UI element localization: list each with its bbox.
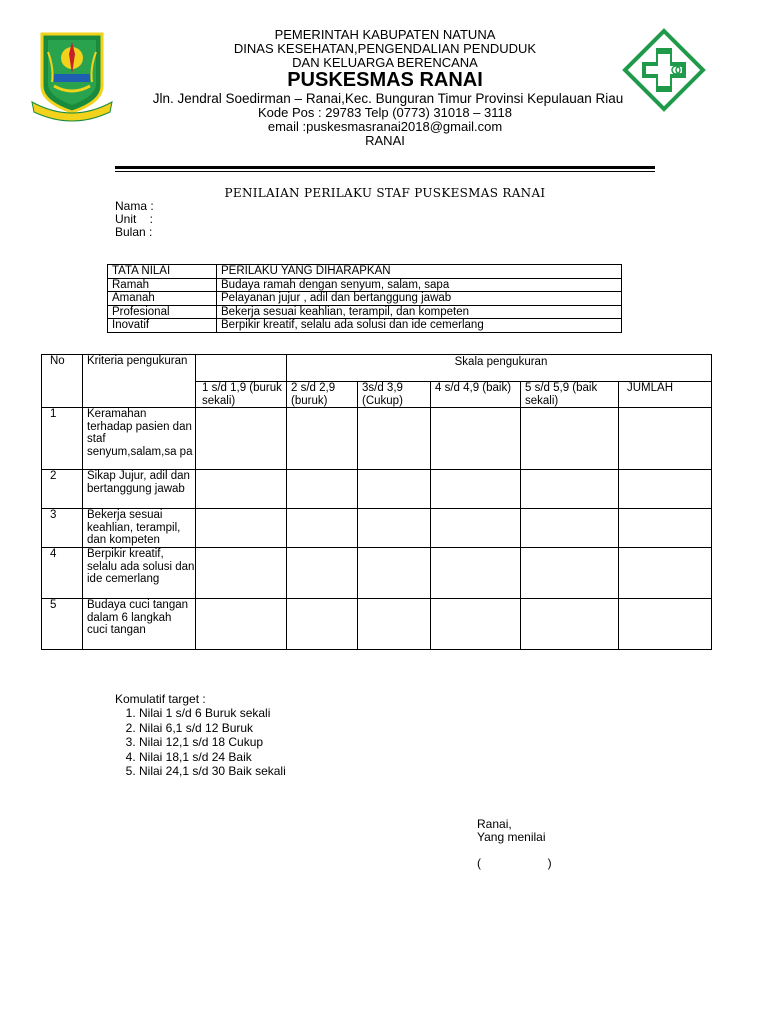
list-item: 2. Nilai 6,1 s/d 12 Buruk (139, 721, 286, 736)
jumlah-cell[interactable] (619, 470, 712, 509)
scale-label: 1 s/d 1,9 (buruk sekali) (196, 382, 287, 408)
table-row (42, 509, 712, 548)
row-number: 2 (42, 470, 83, 509)
signature-role: Yang menilai (477, 830, 546, 844)
blank-header-cell (196, 355, 287, 382)
table-row (108, 278, 622, 292)
row-number: 3 (42, 509, 83, 548)
value-name: Amanah (108, 292, 217, 306)
score-cell[interactable] (196, 408, 287, 470)
score-cell[interactable] (431, 470, 521, 509)
header-divider-thin (115, 171, 655, 172)
score-cell[interactable] (431, 509, 521, 548)
criteria-header: Kriteria pengukuran (83, 355, 196, 408)
score-cell[interactable] (196, 548, 287, 599)
criteria-cell: Berpikir kreatif, selalu ada solusi dan ide cemerlang (83, 548, 196, 599)
score-cell[interactable] (521, 408, 619, 470)
table-row (108, 319, 622, 333)
header-address: Jln. Jendral Soedirman – Ranai,Kec. Bunguran Timur Provinsi Kepulauan Riau (152, 91, 624, 106)
header-postal: Kode Pos : 29783 Telp (0773) 31018 – 3118 (258, 105, 512, 120)
table-row (108, 292, 622, 306)
score-cell[interactable] (287, 548, 358, 599)
target-list (115, 706, 286, 779)
value-behavior: Berpikir kreatif, selalu ada solusi dan ide cemerlang (217, 319, 622, 333)
scale-header: Skala pengukuran (287, 355, 712, 382)
header-line-2: DINAS KESEHATAN,PENGENDALIAN PENDUDUK (233, 41, 537, 56)
jumlah-cell[interactable] (619, 509, 712, 548)
table-row (42, 548, 712, 599)
score-cell[interactable] (196, 509, 287, 548)
signature-place: Ranai, (477, 817, 512, 831)
score-cell[interactable] (358, 470, 431, 509)
value-name: Profesional (108, 305, 217, 319)
score-cell[interactable] (521, 599, 619, 650)
jumlah-cell[interactable] (619, 548, 712, 599)
scale-label: 5 s/d 5,9 (baik sekali) (521, 382, 619, 408)
bulan-label: Bulan : (115, 225, 153, 239)
nama-label: Nama : (115, 199, 154, 213)
table-header-cell: TATA NILAI (108, 265, 217, 279)
list-item: 3. Nilai 12,1 s/d 18 Cukup (139, 735, 286, 750)
score-cell[interactable] (358, 599, 431, 650)
score-cell[interactable] (196, 470, 287, 509)
table-row (42, 355, 712, 382)
no-header: No (42, 355, 83, 408)
value-behavior: Pelayanan jujur , adil dan bertanggung jawab (217, 292, 622, 306)
score-cell[interactable] (287, 599, 358, 650)
criteria-cell: Bekerja sesuai keahlian, terampil, dan kompeten (83, 509, 196, 548)
unit-label: Unit : (115, 212, 154, 226)
value-name: Ramah (108, 278, 217, 292)
score-cell[interactable] (521, 509, 619, 548)
value-behavior: Budaya ramah dengan senyum, salam, sapa (217, 278, 622, 292)
jumlah-cell[interactable] (619, 408, 712, 470)
criteria-cell: Budaya cuci tangan dalam 6 langkah cuci tangan (83, 599, 196, 650)
jumlah-header: JUMLAH (619, 382, 712, 408)
criteria-cell: Sikap Jujur, adil dan bertanggung jawab (83, 470, 196, 509)
table-row (108, 265, 622, 279)
score-cell[interactable] (196, 599, 287, 650)
document-title: PENILAIAN PERILAKU STAF PUSKESMAS RANAI (224, 186, 546, 200)
table-row (42, 408, 712, 470)
row-number: 5 (42, 599, 83, 650)
values-table (107, 264, 622, 333)
score-cell[interactable] (287, 509, 358, 548)
score-cell[interactable] (358, 509, 431, 548)
score-table (41, 354, 712, 650)
table-row (42, 470, 712, 509)
table-header-cell: PERILAKU YANG DIHARAPKAN (217, 265, 622, 279)
header-line-3: DAN KELUARGA BERENCANA (292, 55, 478, 70)
jumlah-cell[interactable] (619, 599, 712, 650)
list-item: 4. Nilai 18,1 s/d 24 Baik (139, 750, 286, 765)
value-behavior: Bekerja sesuai keahlian, terampil, dan kompeten (217, 305, 622, 319)
score-cell[interactable] (358, 548, 431, 599)
scale-label: 3s/d 3,9 (Cukup) (358, 382, 431, 408)
score-cell[interactable] (521, 548, 619, 599)
header-city: RANAI (365, 133, 405, 148)
table-row (42, 599, 712, 650)
header-title: PUSKESMAS RANAI (287, 69, 483, 91)
score-cell[interactable] (431, 548, 521, 599)
header-email: email :puskesmasranai2018@gmail.com (267, 119, 503, 134)
scale-label: 2 s/d 2,9 (buruk) (287, 382, 358, 408)
score-cell[interactable] (521, 470, 619, 509)
kabupaten-natuna-emblem (30, 28, 114, 128)
list-item: 5. Nilai 24,1 s/d 30 Baik sekali (139, 764, 286, 779)
header-divider-thick (115, 166, 655, 169)
score-cell[interactable] (287, 470, 358, 509)
value-name: Inovatif (108, 319, 217, 333)
signature-line: ( ) (477, 856, 552, 870)
target-label: Komulatif target : (115, 692, 206, 706)
header-line-1: PEMERINTAH KABUPATEN NATUNA (274, 27, 496, 42)
row-number: 4 (42, 548, 83, 599)
scale-label: 4 s/d 4,9 (baik) (431, 382, 521, 408)
score-cell[interactable] (358, 408, 431, 470)
row-number: 1 (42, 408, 83, 470)
table-row (108, 305, 622, 319)
score-cell[interactable] (287, 408, 358, 470)
list-item: 1. Nilai 1 s/d 6 Buruk sekali (139, 706, 286, 721)
criteria-cell: Keramahan terhadap pasien dan staf senyum,salam,sa pa (83, 408, 196, 470)
score-cell[interactable] (431, 599, 521, 650)
score-cell[interactable] (431, 408, 521, 470)
